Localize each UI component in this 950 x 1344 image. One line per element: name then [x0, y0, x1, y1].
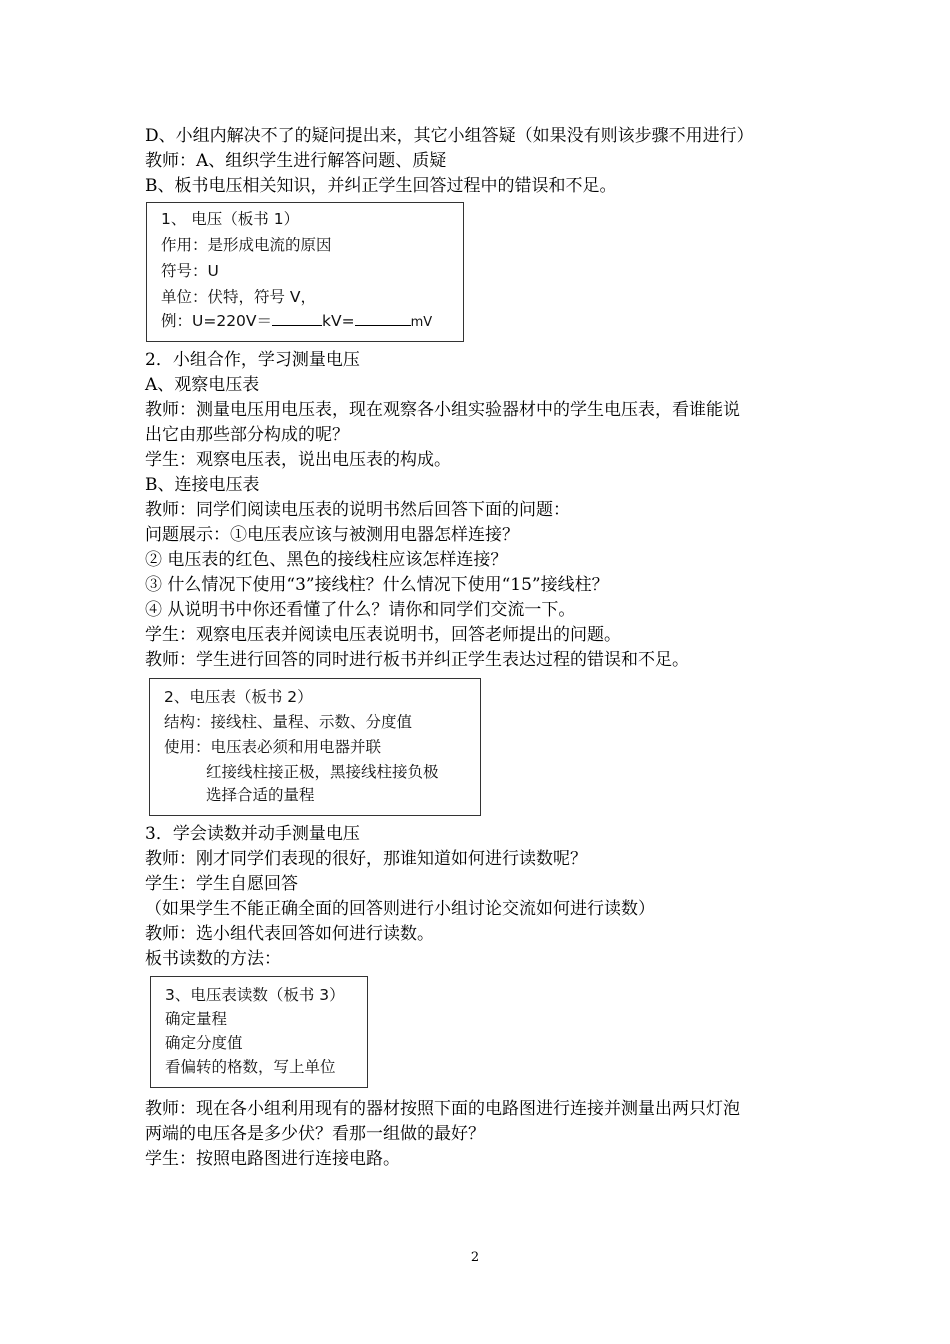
text-line: 板书读数的方法：: [145, 949, 281, 969]
board1-example: [161, 309, 432, 335]
board1-example-prefix: 例：U=220V＝: [161, 312, 273, 330]
text-line: 教师：A、组织学生进行解答问题、质疑: [145, 151, 447, 171]
text-line: A、观察电压表: [145, 375, 260, 395]
text-line: 教师：学生进行回答的同时进行板书并纠正学生表达过程的错误和不足。: [145, 650, 689, 670]
board2-title: 2、电压表（板书 2）: [164, 688, 313, 706]
board1-effect: 作用：是形成电流的原因: [161, 236, 332, 254]
board1-example-mid: kV=: [322, 312, 355, 330]
text-line: 学生：观察电压表并阅读电压表说明书，回答老师提出的问题。: [145, 625, 621, 645]
board3-step-range: 确定量程: [165, 1010, 228, 1028]
text-line: ② 电压表的红色、黑色的接线柱应该怎样连接？: [145, 550, 508, 570]
board-note-2: [149, 678, 481, 816]
board2-usage-terminals: 红接线柱接正极，黑接线柱接负极: [206, 763, 439, 781]
board-note-1: [146, 202, 464, 342]
text-line: 教师：选小组代表回答如何进行读数。: [145, 924, 434, 944]
text-line: D、小组内解决不了的疑问提出来，其它小组答疑（如果没有则该步骤不用进行）: [145, 126, 754, 146]
board1-title: 1、 电压（板书 1）: [161, 210, 300, 228]
board1-symbol: 符号：U: [161, 262, 219, 280]
board3-step-division: 确定分度值: [165, 1034, 243, 1052]
text-line: B、板书电压相关知识，并纠正学生回答过程中的错误和不足。: [145, 176, 617, 196]
board3-step-read: 看偏转的格数，写上单位: [165, 1058, 336, 1076]
board2-usage: 使用：电压表必须和用电器并联: [164, 738, 382, 756]
text-line: ④ 从说明书中你还看懂了什么？请你和同学们交流一下。: [145, 600, 576, 620]
page-number: 2: [470, 1250, 480, 1265]
text-line: （如果学生不能正确全面的回答则进行小组讨论交流如何进行读数）: [145, 899, 655, 919]
text-line: 教师：现在各小组利用现有的器材按照下面的电路图进行连接并测量出两只灯泡: [145, 1099, 740, 1119]
text-line: 教师：测量电压用电压表，现在观察各小组实验器材中的学生电压表，看谁能说: [145, 400, 740, 420]
text-line: 出它由那些部分构成的呢？: [145, 425, 349, 445]
section-heading: 2．小组合作，学习测量电压: [145, 350, 360, 370]
board2-structure: 结构：接线柱、量程、示数、分度值: [164, 713, 413, 731]
text-line: 学生：学生自愿回答: [145, 874, 298, 894]
text-line: 教师：刚才同学们表现的很好，那谁知道如何进行读数呢？: [145, 849, 587, 869]
section-heading: 3．学会读数并动手测量电压: [145, 824, 360, 844]
text-line: 教师：同学们阅读电压表的说明书然后回答下面的问题：: [145, 500, 570, 520]
fill-in-blank: [272, 311, 322, 326]
text-line: 两端的电压各是多少伏？看那一组做的最好？: [145, 1124, 485, 1144]
board2-usage-range: 选择合适的量程: [206, 786, 315, 804]
text-line: 学生：按照电路图进行连接电路。: [145, 1149, 400, 1169]
board1-unit: 单位：伏特，符号 V，: [161, 288, 317, 306]
board3-title: 3、电压表读数（板书 3）: [165, 986, 345, 1004]
fill-in-blank: [355, 311, 411, 326]
text-line: ③ 什么情况下使用“3”接线柱？什么情况下使用“15”接线柱？: [145, 575, 609, 595]
text-line: B、连接电压表: [145, 475, 260, 495]
board1-example-suffix: mV: [410, 315, 433, 330]
text-line: 问题展示：①电压表应该与被测用电器怎样连接？: [145, 525, 519, 545]
text-line: 学生：观察电压表，说出电压表的构成。: [145, 450, 451, 470]
board-note-3: [150, 976, 368, 1088]
